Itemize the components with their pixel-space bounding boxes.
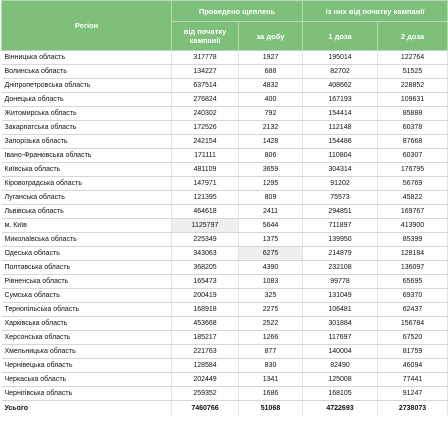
header-since-start: від початку кампанії bbox=[172, 22, 239, 51]
dose-2-cell: 122764 bbox=[378, 51, 448, 65]
total-row bbox=[2, 401, 448, 416]
dose-2-cell: 176795 bbox=[378, 163, 448, 177]
region-cell: Вінницька область bbox=[2, 51, 172, 65]
since-start-cell: 172526 bbox=[172, 121, 239, 135]
dose-1-cell: 304314 bbox=[303, 163, 378, 177]
per-day-cell: 806 bbox=[239, 149, 303, 163]
per-day-cell: 2522 bbox=[239, 317, 303, 331]
since-start-cell: 453668 bbox=[172, 317, 239, 331]
dose-2-cell: 60378 bbox=[378, 121, 448, 135]
table-row bbox=[2, 191, 448, 205]
table-row bbox=[2, 205, 448, 219]
table-footer bbox=[2, 401, 448, 416]
table-row bbox=[2, 51, 448, 65]
per-day-cell: 3659 bbox=[239, 163, 303, 177]
dose-2-cell: 60307 bbox=[378, 149, 448, 163]
dose-2-cell: 91247 bbox=[378, 387, 448, 401]
dose-2-cell: 85399 bbox=[378, 233, 448, 247]
table-row bbox=[2, 135, 448, 149]
since-start-cell: 171111 bbox=[172, 149, 239, 163]
dose-1-cell: 140004 bbox=[303, 345, 378, 359]
since-start-cell: 1125797 bbox=[172, 219, 239, 233]
dose-1-cell: 139950 bbox=[303, 233, 378, 247]
region-cell: Львівська область bbox=[2, 205, 172, 219]
header-of-which: із них від початку кампанії bbox=[303, 1, 448, 22]
per-day-cell: 2132 bbox=[239, 121, 303, 135]
total-label: Усього bbox=[2, 401, 172, 416]
dose-2-cell: 128184 bbox=[378, 247, 448, 261]
dose-2-cell: 51525 bbox=[378, 65, 448, 79]
per-day-cell: 1341 bbox=[239, 373, 303, 387]
dose-1-cell: 232108 bbox=[303, 261, 378, 275]
dose-1-cell: 99778 bbox=[303, 275, 378, 289]
dose-1-cell: 131049 bbox=[303, 289, 378, 303]
since-start-cell: 165473 bbox=[172, 275, 239, 289]
per-day-cell: 4832 bbox=[239, 79, 303, 93]
since-start-cell: 134227 bbox=[172, 65, 239, 79]
since-start-cell: 259352 bbox=[172, 387, 239, 401]
table-row bbox=[2, 331, 448, 345]
dose-1-cell: 154414 bbox=[303, 107, 378, 121]
region-cell: Тернопільська область bbox=[2, 303, 172, 317]
table-row bbox=[2, 149, 448, 163]
table-header bbox=[2, 1, 448, 51]
table-body bbox=[2, 51, 448, 401]
region-cell: Київська область bbox=[2, 163, 172, 177]
total-dose-2: 2738073 bbox=[378, 401, 448, 416]
table-row bbox=[2, 387, 448, 401]
per-day-cell: 2411 bbox=[239, 205, 303, 219]
region-cell: Сумська область bbox=[2, 289, 172, 303]
per-day-cell: 1295 bbox=[239, 177, 303, 191]
since-start-cell: 240302 bbox=[172, 107, 239, 121]
header-vaccinations: Проведено щеплень bbox=[172, 1, 303, 22]
region-cell: Луганська область bbox=[2, 191, 172, 205]
region-cell: Івано-Франківська область bbox=[2, 149, 172, 163]
dose-2-cell: 136097 bbox=[378, 261, 448, 275]
since-start-cell: 202449 bbox=[172, 373, 239, 387]
since-start-cell: 464618 bbox=[172, 205, 239, 219]
header-per-day: за добу bbox=[239, 22, 303, 51]
region-cell: Запорізька область bbox=[2, 135, 172, 149]
per-day-cell: 400 bbox=[239, 93, 303, 107]
table-row bbox=[2, 275, 448, 289]
dose-2-cell: 56769 bbox=[378, 177, 448, 191]
dose-1-cell: 154486 bbox=[303, 135, 378, 149]
per-day-cell: 5644 bbox=[239, 219, 303, 233]
region-cell: Херсонська область bbox=[2, 331, 172, 345]
since-start-cell: 147971 bbox=[172, 177, 239, 191]
header-dose-2: 2 доза bbox=[378, 22, 448, 51]
region-cell: Рівненська область bbox=[2, 275, 172, 289]
table-row bbox=[2, 107, 448, 121]
vaccination-table bbox=[1, 0, 448, 415]
dose-2-cell: 46094 bbox=[378, 359, 448, 373]
since-start-cell: 242154 bbox=[172, 135, 239, 149]
dose-1-cell: 294851 bbox=[303, 205, 378, 219]
dose-1-cell: 75573 bbox=[303, 191, 378, 205]
dose-2-cell: 77441 bbox=[378, 373, 448, 387]
dose-1-cell: 125008 bbox=[303, 373, 378, 387]
region-cell: Закарпатська область bbox=[2, 121, 172, 135]
dose-1-cell: 106481 bbox=[303, 303, 378, 317]
since-start-cell: 276824 bbox=[172, 93, 239, 107]
region-cell: Полтавська область bbox=[2, 261, 172, 275]
total-per-day: 51068 bbox=[239, 401, 303, 416]
per-day-cell: 792 bbox=[239, 107, 303, 121]
dose-1-cell: 167193 bbox=[303, 93, 378, 107]
table-row bbox=[2, 233, 448, 247]
dose-1-cell: 214879 bbox=[303, 247, 378, 261]
dose-2-cell: 169767 bbox=[378, 205, 448, 219]
dose-2-cell: 156784 bbox=[378, 317, 448, 331]
table-row bbox=[2, 219, 448, 233]
dose-1-cell: 711897 bbox=[303, 219, 378, 233]
since-start-cell: 185217 bbox=[172, 331, 239, 345]
since-start-cell: 317778 bbox=[172, 51, 239, 65]
since-start-cell: 225349 bbox=[172, 233, 239, 247]
table-row bbox=[2, 289, 448, 303]
region-cell: Хмельницька область bbox=[2, 345, 172, 359]
dose-1-cell: 168105 bbox=[303, 387, 378, 401]
dose-2-cell: 413900 bbox=[378, 219, 448, 233]
since-start-cell: 343063 bbox=[172, 247, 239, 261]
header-region: Регіон bbox=[2, 1, 172, 51]
table-row bbox=[2, 359, 448, 373]
dose-1-cell: 112148 bbox=[303, 121, 378, 135]
region-cell: Чернігівська область bbox=[2, 387, 172, 401]
dose-1-cell: 117697 bbox=[303, 331, 378, 345]
region-cell: Миколаївська область bbox=[2, 233, 172, 247]
per-day-cell: 688 bbox=[239, 65, 303, 79]
region-cell: Житомирська область bbox=[2, 107, 172, 121]
table-row bbox=[2, 247, 448, 261]
dose-1-cell: 301884 bbox=[303, 317, 378, 331]
per-day-cell: 4390 bbox=[239, 261, 303, 275]
dose-2-cell: 65695 bbox=[378, 275, 448, 289]
dose-1-cell: 110804 bbox=[303, 149, 378, 163]
table-row bbox=[2, 373, 448, 387]
table-row bbox=[2, 93, 448, 107]
dose-2-cell: 228852 bbox=[378, 79, 448, 93]
since-start-cell: 121395 bbox=[172, 191, 239, 205]
dose-1-cell: 408662 bbox=[303, 79, 378, 93]
region-cell: Донецька область bbox=[2, 93, 172, 107]
region-cell: Кіровоградська область bbox=[2, 177, 172, 191]
since-start-cell: 200419 bbox=[172, 289, 239, 303]
per-day-cell: 809 bbox=[239, 191, 303, 205]
dose-2-cell: 69370 bbox=[378, 289, 448, 303]
since-start-cell: 221763 bbox=[172, 345, 239, 359]
per-day-cell: 830 bbox=[239, 359, 303, 373]
since-start-cell: 168918 bbox=[172, 303, 239, 317]
table-row bbox=[2, 121, 448, 135]
dose-2-cell: 45822 bbox=[378, 191, 448, 205]
per-day-cell: 6275 bbox=[239, 247, 303, 261]
dose-1-cell: 82490 bbox=[303, 359, 378, 373]
since-start-cell: 128584 bbox=[172, 359, 239, 373]
table-row bbox=[2, 317, 448, 331]
dose-2-cell: 81759 bbox=[378, 345, 448, 359]
per-day-cell: 1927 bbox=[239, 51, 303, 65]
total-since-start: 7460766 bbox=[172, 401, 239, 416]
dose-2-cell: 109631 bbox=[378, 93, 448, 107]
region-cell: Чернівецька область bbox=[2, 359, 172, 373]
per-day-cell: 1083 bbox=[239, 275, 303, 289]
dose-1-cell: 82702 bbox=[303, 65, 378, 79]
table-row bbox=[2, 303, 448, 317]
dose-2-cell: 85888 bbox=[378, 107, 448, 121]
since-start-cell: 368205 bbox=[172, 261, 239, 275]
table-row bbox=[2, 261, 448, 275]
region-cell: Одеська область bbox=[2, 247, 172, 261]
per-day-cell: 1375 bbox=[239, 233, 303, 247]
table-row bbox=[2, 345, 448, 359]
per-day-cell: 1686 bbox=[239, 387, 303, 401]
per-day-cell: 1266 bbox=[239, 331, 303, 345]
per-day-cell: 2275 bbox=[239, 303, 303, 317]
dose-1-cell: 91202 bbox=[303, 177, 378, 191]
region-cell: м. Київ bbox=[2, 219, 172, 233]
table-row bbox=[2, 177, 448, 191]
dose-2-cell: 62437 bbox=[378, 303, 448, 317]
total-dose-1: 4722693 bbox=[303, 401, 378, 416]
since-start-cell: 481109 bbox=[172, 163, 239, 177]
region-cell: Волинська область bbox=[2, 65, 172, 79]
per-day-cell: 1428 bbox=[239, 135, 303, 149]
per-day-cell: 877 bbox=[239, 345, 303, 359]
per-day-cell: 325 bbox=[239, 289, 303, 303]
table-row bbox=[2, 79, 448, 93]
table-row bbox=[2, 65, 448, 79]
table-row bbox=[2, 163, 448, 177]
dose-2-cell: 67520 bbox=[378, 331, 448, 345]
header-dose-1: 1 доза bbox=[303, 22, 378, 51]
dose-1-cell: 195014 bbox=[303, 51, 378, 65]
dose-2-cell: 87668 bbox=[378, 135, 448, 149]
region-cell: Харківська область bbox=[2, 317, 172, 331]
region-cell: Дніпропетровська область bbox=[2, 79, 172, 93]
since-start-cell: 637514 bbox=[172, 79, 239, 93]
region-cell: Черкаська область bbox=[2, 373, 172, 387]
